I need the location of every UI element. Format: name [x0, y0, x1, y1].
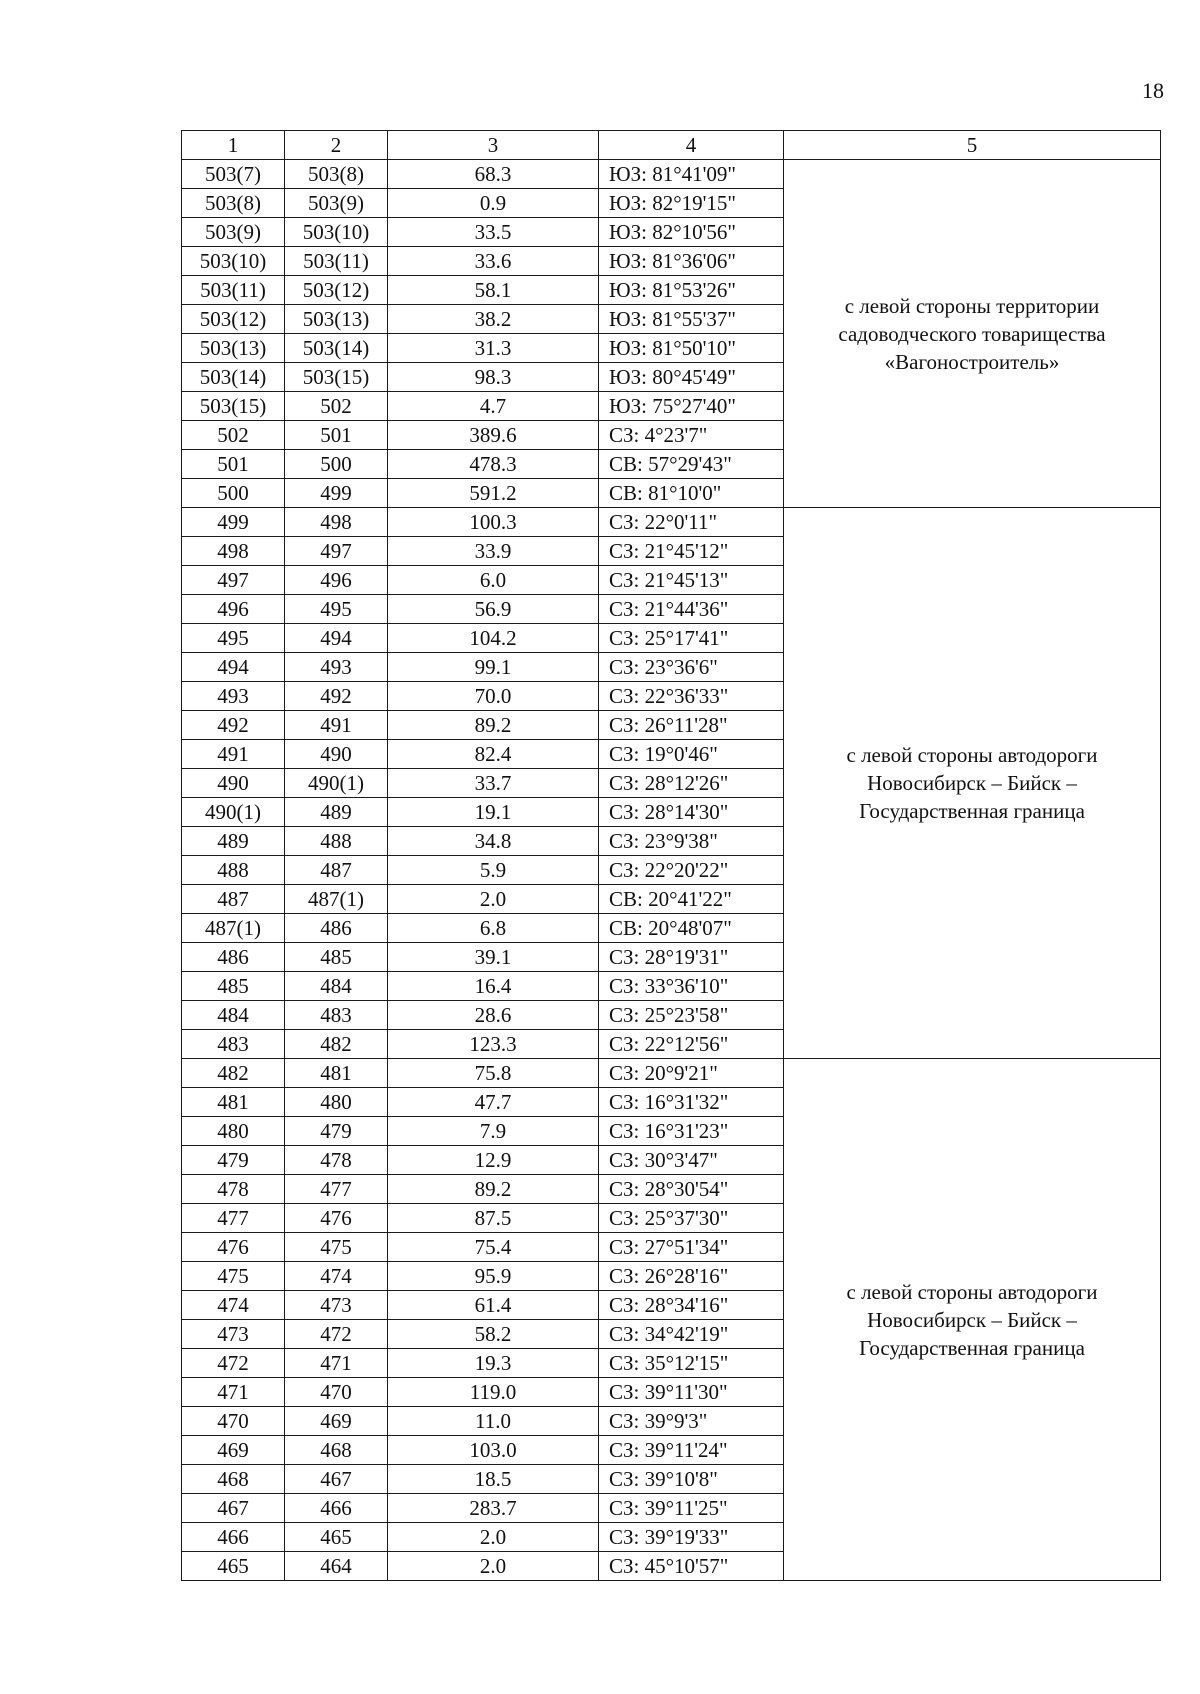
description-line: садоводческого товарищества: [838, 321, 1106, 346]
bearing-cell: СВ: 81°10'0": [599, 479, 784, 508]
to-point-cell: 498: [285, 508, 388, 537]
to-point-cell: 503(9): [285, 189, 388, 218]
from-point-cell: 503(15): [182, 392, 285, 421]
bearing-cell: ЮЗ: 82°10'56": [599, 218, 784, 247]
from-point-cell: 494: [182, 653, 285, 682]
bearing-cell: ЮЗ: 82°19'15": [599, 189, 784, 218]
bearing-cell: ЮЗ: 81°41'09": [599, 160, 784, 189]
header-cell: 3: [388, 131, 599, 160]
length-cell: 123.3: [388, 1030, 599, 1059]
length-cell: 38.2: [388, 305, 599, 334]
description-line: «Вагоностроитель»: [884, 349, 1060, 374]
to-point-cell: 503(15): [285, 363, 388, 392]
to-point-cell: 503(11): [285, 247, 388, 276]
bearing-cell: СЗ: 28°19'31": [599, 943, 784, 972]
length-cell: 7.9: [388, 1117, 599, 1146]
length-cell: 56.9: [388, 595, 599, 624]
to-point-cell: 476: [285, 1204, 388, 1233]
length-cell: 33.9: [388, 537, 599, 566]
from-point-cell: 503(10): [182, 247, 285, 276]
length-cell: 34.8: [388, 827, 599, 856]
from-point-cell: 466: [182, 1523, 285, 1552]
bearing-cell: СЗ: 39°19'33": [599, 1523, 784, 1552]
to-point-cell: 481: [285, 1059, 388, 1088]
page-number: 18: [1142, 78, 1164, 103]
length-cell: 283.7: [388, 1494, 599, 1523]
location-description-cell: [784, 160, 1161, 508]
table-row: [182, 160, 1161, 189]
bearing-cell: СЗ: 25°23'58": [599, 1001, 784, 1030]
length-cell: 5.9: [388, 856, 599, 885]
bearing-cell: СЗ: 21°45'13": [599, 566, 784, 595]
length-cell: 16.4: [388, 972, 599, 1001]
bearing-cell: СЗ: 21°44'36": [599, 595, 784, 624]
length-cell: 389.6: [388, 421, 599, 450]
bearing-cell: СЗ: 23°9'38": [599, 827, 784, 856]
bearing-cell: СЗ: 30°3'47": [599, 1146, 784, 1175]
to-point-cell: 471: [285, 1349, 388, 1378]
length-cell: 6.8: [388, 914, 599, 943]
to-point-cell: 489: [285, 798, 388, 827]
to-point-cell: 503(8): [285, 160, 388, 189]
bearing-cell: СЗ: 21°45'12": [599, 537, 784, 566]
from-point-cell: 503(7): [182, 160, 285, 189]
bearing-cell: СЗ: 35°12'15": [599, 1349, 784, 1378]
to-point-cell: 503(13): [285, 305, 388, 334]
bearing-cell: СЗ: 25°17'41": [599, 624, 784, 653]
to-point-cell: 496: [285, 566, 388, 595]
description-line: с левой стороны автодороги: [846, 1279, 1098, 1304]
from-point-cell: 478: [182, 1175, 285, 1204]
to-point-cell: 482: [285, 1030, 388, 1059]
from-point-cell: 503(11): [182, 276, 285, 305]
to-point-cell: 466: [285, 1494, 388, 1523]
description-line: с левой стороны автодороги: [846, 743, 1098, 767]
to-point-cell: 477: [285, 1175, 388, 1204]
to-point-cell: 485: [285, 943, 388, 972]
bearing-cell: СЗ: 28°30'54": [599, 1175, 784, 1204]
bearing-cell: СЗ: 22°12'56": [599, 1030, 784, 1059]
from-point-cell: 471: [182, 1378, 285, 1407]
from-point-cell: 503(12): [182, 305, 285, 334]
length-cell: 104.2: [388, 624, 599, 653]
from-point-cell: 495: [182, 624, 285, 653]
length-cell: 89.2: [388, 711, 599, 740]
bearing-cell: СЗ: 25°37'30": [599, 1204, 784, 1233]
length-cell: 18.5: [388, 1465, 599, 1494]
header-cell: 5: [784, 131, 1161, 160]
bearing-cell: СЗ: 39°11'24": [599, 1436, 784, 1465]
to-point-cell: 493: [285, 653, 388, 682]
to-point-cell: 474: [285, 1262, 388, 1291]
to-point-cell: 468: [285, 1436, 388, 1465]
from-point-cell: 465: [182, 1552, 285, 1581]
table-row: [182, 508, 1161, 537]
location-description-cell: [784, 1059, 1161, 1581]
from-point-cell: 497: [182, 566, 285, 595]
length-cell: 89.2: [388, 1175, 599, 1204]
length-cell: 0.9: [388, 189, 599, 218]
location-description-cell: [784, 508, 1161, 1059]
length-cell: 33.7: [388, 769, 599, 798]
bearing-cell: СЗ: 34°42'19": [599, 1320, 784, 1349]
length-cell: 75.4: [388, 1233, 599, 1262]
from-point-cell: 484: [182, 1001, 285, 1030]
length-cell: 28.6: [388, 1001, 599, 1030]
length-cell: 2.0: [388, 1523, 599, 1552]
bearing-cell: СЗ: 39°9'3": [599, 1407, 784, 1436]
length-cell: 591.2: [388, 479, 599, 508]
description-line: с левой стороны территории: [844, 293, 1100, 318]
description-line: Новосибирск – Бийск –: [867, 771, 1077, 795]
to-point-cell: 464: [285, 1552, 388, 1581]
from-point-cell: 483: [182, 1030, 285, 1059]
bearing-cell: СЗ: 20°9'21": [599, 1059, 784, 1088]
from-point-cell: 468: [182, 1465, 285, 1494]
from-point-cell: 487(1): [182, 914, 285, 943]
bearing-cell: СВ: 20°48'07": [599, 914, 784, 943]
from-point-cell: 472: [182, 1349, 285, 1378]
to-point-cell: 486: [285, 914, 388, 943]
to-point-cell: 465: [285, 1523, 388, 1552]
header-cell: 2: [285, 131, 388, 160]
from-point-cell: 487: [182, 885, 285, 914]
from-point-cell: 474: [182, 1291, 285, 1320]
from-point-cell: 469: [182, 1436, 285, 1465]
bearing-cell: СВ: 57°29'43": [599, 450, 784, 479]
length-cell: 31.3: [388, 334, 599, 363]
from-point-cell: 492: [182, 711, 285, 740]
bearing-cell: СЗ: 16°31'23": [599, 1117, 784, 1146]
length-cell: 58.2: [388, 1320, 599, 1349]
length-cell: 58.1: [388, 276, 599, 305]
length-cell: 98.3: [388, 363, 599, 392]
description-line: Государственная граница: [859, 799, 1085, 823]
bearing-cell: ЮЗ: 81°36'06": [599, 247, 784, 276]
to-point-cell: 472: [285, 1320, 388, 1349]
length-cell: 61.4: [388, 1291, 599, 1320]
from-point-cell: 485: [182, 972, 285, 1001]
bearing-cell: ЮЗ: 75°27'40": [599, 392, 784, 421]
to-point-cell: 491: [285, 711, 388, 740]
bearing-cell: СЗ: 22°20'22": [599, 856, 784, 885]
from-point-cell: 498: [182, 537, 285, 566]
bearing-cell: ЮЗ: 81°50'10": [599, 334, 784, 363]
length-cell: 119.0: [388, 1378, 599, 1407]
length-cell: 82.4: [388, 740, 599, 769]
bearing-cell: СЗ: 4°23'7": [599, 421, 784, 450]
from-point-cell: 502: [182, 421, 285, 450]
to-point-cell: 502: [285, 392, 388, 421]
length-cell: 33.5: [388, 218, 599, 247]
from-point-cell: 479: [182, 1146, 285, 1175]
to-point-cell: 487: [285, 856, 388, 885]
from-point-cell: 470: [182, 1407, 285, 1436]
bearing-cell: СЗ: 28°34'16": [599, 1291, 784, 1320]
bearing-cell: СЗ: 23°36'6": [599, 653, 784, 682]
to-point-cell: 494: [285, 624, 388, 653]
to-point-cell: 487(1): [285, 885, 388, 914]
bearing-cell: СЗ: 39°10'8": [599, 1465, 784, 1494]
to-point-cell: 500: [285, 450, 388, 479]
length-cell: 100.3: [388, 508, 599, 537]
length-cell: 70.0: [388, 682, 599, 711]
length-cell: 103.0: [388, 1436, 599, 1465]
from-point-cell: 482: [182, 1059, 285, 1088]
length-cell: 478.3: [388, 450, 599, 479]
to-point-cell: 488: [285, 827, 388, 856]
bearing-cell: СЗ: 19°0'46": [599, 740, 784, 769]
bearing-cell: СЗ: 33°36'10": [599, 972, 784, 1001]
length-cell: 2.0: [388, 1552, 599, 1581]
from-point-cell: 501: [182, 450, 285, 479]
from-point-cell: 493: [182, 682, 285, 711]
bearing-cell: СЗ: 16°31'32": [599, 1088, 784, 1117]
bearing-cell: СЗ: 28°12'26": [599, 769, 784, 798]
to-point-cell: 492: [285, 682, 388, 711]
length-cell: 39.1: [388, 943, 599, 972]
to-point-cell: 501: [285, 421, 388, 450]
to-point-cell: 480: [285, 1088, 388, 1117]
bearing-cell: ЮЗ: 81°53'26": [599, 276, 784, 305]
to-point-cell: 470: [285, 1378, 388, 1407]
to-point-cell: 478: [285, 1146, 388, 1175]
bearing-cell: СЗ: 45°10'57": [599, 1552, 784, 1581]
from-point-cell: 503(9): [182, 218, 285, 247]
from-point-cell: 467: [182, 1494, 285, 1523]
description-line: Новосибирск – Бийск –: [867, 1307, 1077, 1332]
length-cell: 75.8: [388, 1059, 599, 1088]
table-body: [182, 131, 1161, 1581]
table-row: [182, 1059, 1161, 1088]
to-point-cell: 497: [285, 537, 388, 566]
from-point-cell: 476: [182, 1233, 285, 1262]
to-point-cell: 483: [285, 1001, 388, 1030]
from-point-cell: 503(14): [182, 363, 285, 392]
from-point-cell: 503(13): [182, 334, 285, 363]
from-point-cell: 473: [182, 1320, 285, 1349]
to-point-cell: 479: [285, 1117, 388, 1146]
bearing-cell: СЗ: 27°51'34": [599, 1233, 784, 1262]
to-point-cell: 499: [285, 479, 388, 508]
from-point-cell: 489: [182, 827, 285, 856]
to-point-cell: 490: [285, 740, 388, 769]
length-cell: 87.5: [388, 1204, 599, 1233]
length-cell: 11.0: [388, 1407, 599, 1436]
length-cell: 6.0: [388, 566, 599, 595]
from-point-cell: 477: [182, 1204, 285, 1233]
from-point-cell: 496: [182, 595, 285, 624]
bearing-cell: СЗ: 28°14'30": [599, 798, 784, 827]
length-cell: 68.3: [388, 160, 599, 189]
boundary-table: [181, 130, 1161, 1581]
to-point-cell: 475: [285, 1233, 388, 1262]
from-point-cell: 500: [182, 479, 285, 508]
bearing-cell: СЗ: 39°11'25": [599, 1494, 784, 1523]
bearing-cell: СЗ: 26°28'16": [599, 1262, 784, 1291]
length-cell: 33.6: [388, 247, 599, 276]
length-cell: 19.1: [388, 798, 599, 827]
length-cell: 99.1: [388, 653, 599, 682]
bearing-cell: СЗ: 22°0'11": [599, 508, 784, 537]
bearing-cell: СЗ: 26°11'28": [599, 711, 784, 740]
from-point-cell: 491: [182, 740, 285, 769]
bearing-cell: ЮЗ: 81°55'37": [599, 305, 784, 334]
from-point-cell: 499: [182, 508, 285, 537]
to-point-cell: 467: [285, 1465, 388, 1494]
description-line: Государственная граница: [859, 1335, 1085, 1360]
bearing-cell: ЮЗ: 80°45'49": [599, 363, 784, 392]
length-cell: 2.0: [388, 885, 599, 914]
header-cell: 1: [182, 131, 285, 160]
to-point-cell: 495: [285, 595, 388, 624]
header-row: [182, 131, 1161, 160]
to-point-cell: 503(10): [285, 218, 388, 247]
from-point-cell: 488: [182, 856, 285, 885]
bearing-cell: СЗ: 22°36'33": [599, 682, 784, 711]
length-cell: 4.7: [388, 392, 599, 421]
to-point-cell: 484: [285, 972, 388, 1001]
length-cell: 47.7: [388, 1088, 599, 1117]
from-point-cell: 486: [182, 943, 285, 972]
to-point-cell: 473: [285, 1291, 388, 1320]
to-point-cell: 503(14): [285, 334, 388, 363]
from-point-cell: 480: [182, 1117, 285, 1146]
bearing-cell: СВ: 20°41'22": [599, 885, 784, 914]
from-point-cell: 490(1): [182, 798, 285, 827]
length-cell: 12.9: [388, 1146, 599, 1175]
bearing-cell: СЗ: 39°11'30": [599, 1378, 784, 1407]
to-point-cell: 503(12): [285, 276, 388, 305]
from-point-cell: 503(8): [182, 189, 285, 218]
from-point-cell: 490: [182, 769, 285, 798]
to-point-cell: 490(1): [285, 769, 388, 798]
from-point-cell: 481: [182, 1088, 285, 1117]
to-point-cell: 469: [285, 1407, 388, 1436]
from-point-cell: 475: [182, 1262, 285, 1291]
length-cell: 19.3: [388, 1349, 599, 1378]
header-cell: 4: [599, 131, 784, 160]
length-cell: 95.9: [388, 1262, 599, 1291]
